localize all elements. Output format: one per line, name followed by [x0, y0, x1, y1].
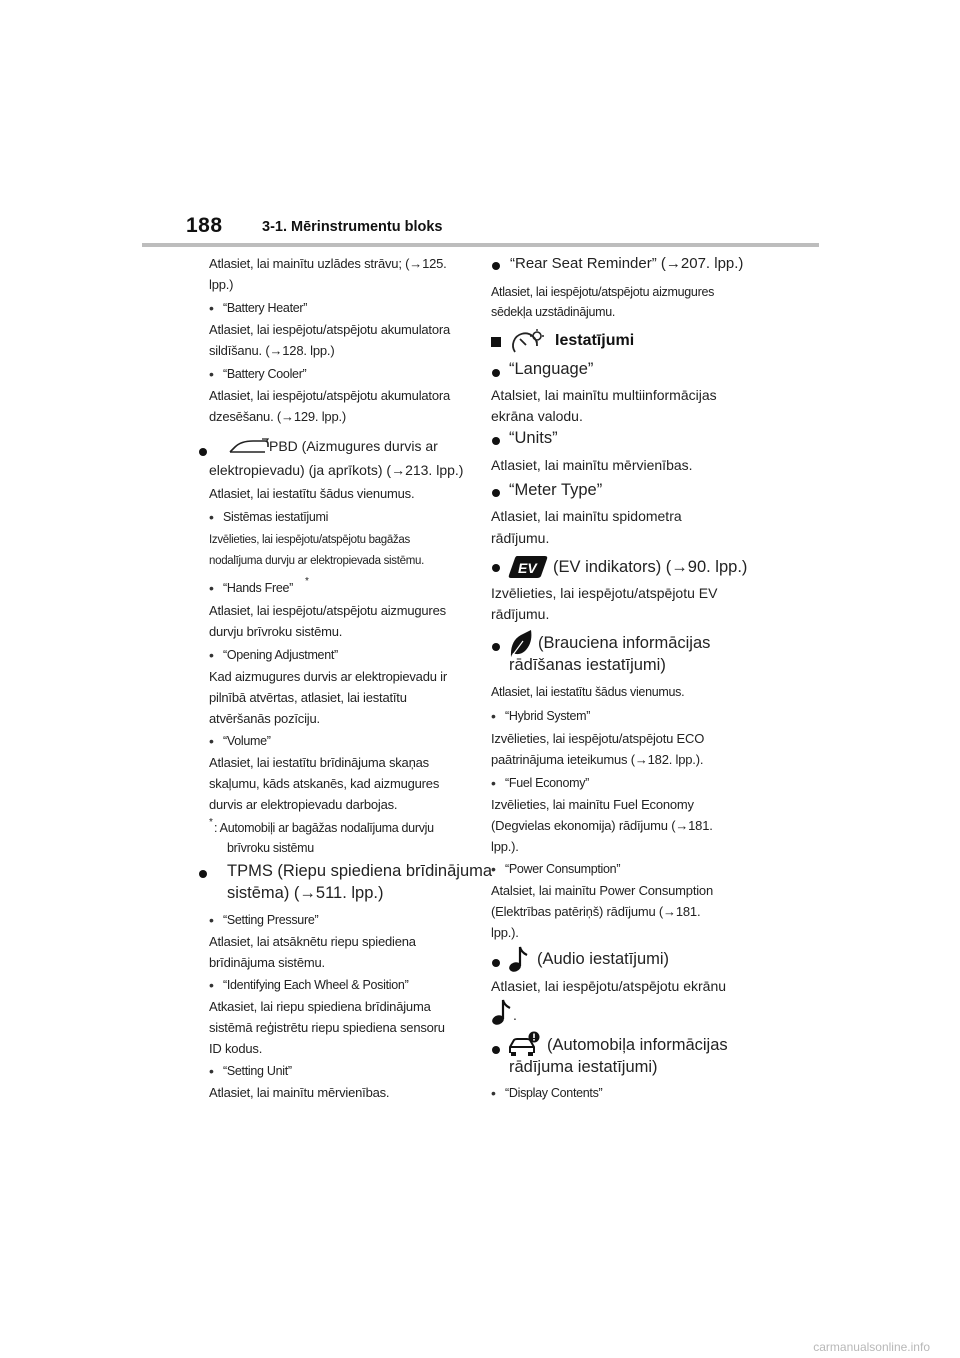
bullet [492, 959, 500, 967]
drive-title: (Brauciena informācijas [538, 634, 711, 652]
text-line: brīdinājuma sistēmu. [209, 955, 325, 970]
list-dash: • [209, 580, 214, 596]
footnote-text: : Automobiļi ar bagāžas nodalījuma durvju [214, 821, 434, 835]
list-dash: • [209, 1063, 214, 1079]
vehicle-info-icon [507, 1031, 541, 1059]
text-line: atvēršanās pozīciju. [209, 711, 320, 726]
list-item: Sistēmas iestatījumi [223, 510, 329, 524]
text-line: sēdekļa uzstādinājumu. [491, 305, 616, 319]
music-note-icon [491, 998, 511, 1026]
text-line: Atkasiet, lai riepu spiediena brīdinājuma [209, 999, 431, 1014]
list-dash: • [491, 708, 496, 724]
text-line: Izvēlieties, lai mainītu Fuel Economy [491, 797, 694, 812]
list-item: “Power Consumption” [505, 862, 621, 876]
eco-leaf-icon [509, 629, 533, 659]
text-line: durvis ar elektropievadu darbojas. [209, 797, 398, 812]
list-item: “Battery Cooler” [223, 367, 307, 381]
page-header [0, 0, 960, 250]
footnote-mark: * [305, 576, 309, 587]
bullet [199, 870, 207, 878]
list-item: “Hybrid System” [505, 709, 591, 723]
list-item: “Fuel Economy” [505, 776, 590, 790]
text-line: . [513, 1007, 517, 1023]
item-title: “Language” [509, 360, 594, 378]
text-line: Atlasiet, lai iespējotu/atspējotu aizmugures [209, 603, 446, 618]
text-line: rādījumu. [491, 530, 550, 546]
list-item: “Setting Pressure” [223, 913, 319, 927]
footnote-mark: * [209, 817, 213, 828]
list-dash: • [491, 775, 496, 791]
bullet [492, 564, 500, 572]
power-back-door-icon [227, 437, 271, 457]
vehicle-title: (Automobiļa informācijas [547, 1036, 728, 1054]
section-square [491, 337, 501, 347]
item-title: “Units” [509, 429, 558, 447]
text-line: ekrāna valodu. [491, 408, 583, 424]
list-dash: • [209, 912, 214, 928]
text-line: Atlasiet, lai mainītu mērvienības. [209, 1085, 390, 1100]
text-line: Izvēlieties, lai iespējotu/atspējotu bagāžas [209, 534, 410, 546]
list-item: “Volume” [223, 734, 271, 748]
music-note-icon [508, 945, 528, 973]
bullet [492, 489, 500, 497]
text-line: Kad aizmugures durvis ar elektropievadu ir [209, 669, 447, 684]
list-dash: • [209, 366, 214, 382]
bullet [492, 369, 500, 377]
list-dash: • [209, 300, 214, 316]
svg-text:EV: EV [518, 560, 537, 576]
pbd-title: PBD (Aizmugures durvis ar [269, 438, 438, 454]
bullet [492, 437, 500, 445]
list-dash: • [209, 647, 214, 663]
list-dash: • [209, 509, 214, 525]
list-dash: • [209, 733, 214, 749]
text-line: (Degvielas ekonomija) rādījumu (→181. [491, 818, 713, 833]
text-line: Atlasiet, lai iespējotu/atspējotu ekrānu [491, 978, 727, 994]
tpms-title: sistēma) (→511. lpp.) [227, 884, 384, 902]
text-line: Atlasiet, lai iestatītu šādus vienumus. [491, 685, 685, 699]
text-line: Atlasiet, lai mainītu spidometra [491, 508, 682, 524]
list-item: “Hands Free” [223, 581, 294, 595]
text-line: Atlasiet, lai atsāknētu riepu spiediena [209, 934, 416, 949]
text-line: sildīšanu. (→128. lpp.) [209, 343, 335, 358]
bullet [199, 448, 207, 456]
footnote-text: brīvroku sistēmu [227, 841, 314, 855]
section-title: 3-1. Mērinstrumentu bloks [262, 219, 443, 235]
text-line: lpp.). [491, 925, 519, 940]
text-line: ID kodus. [209, 1041, 263, 1056]
vehicle-title: rādījuma iestatījumi) [509, 1058, 658, 1076]
text-line: Izvēlieties, lai iespējotu/atspējotu EV [491, 585, 718, 601]
text-line: Atlasiet, lai mainītu mērvienības. [491, 457, 693, 473]
settings-meter-icon [509, 328, 545, 354]
list-item: “Display Contents” [505, 1086, 603, 1100]
text-line: Atlasiet, lai iestatītu brīdinājuma skaņas [209, 755, 429, 770]
text-line: lpp.) [209, 277, 234, 292]
ev-title: (EV indikators) (→90. lpp.) [553, 558, 748, 576]
bullet [492, 643, 500, 651]
text-line: Atalsiet, lai mainītu multiinformācijas [491, 387, 717, 403]
text-line: Atlasiet, lai mainītu uzlādes strāvu; (→125. [209, 256, 447, 271]
list-item: “Battery Heater” [223, 301, 308, 315]
text-line: Atlasiet, lai iespējotu/atspējotu akumulatora [209, 388, 451, 403]
rsr-title: “Rear Seat Reminder” (→207. lpp.) [510, 255, 744, 272]
text-line: skaļumu, kāds atskanēs, kad aizmugures [209, 776, 440, 791]
list-dash: • [491, 1085, 496, 1101]
list-item: “Opening Adjustment” [223, 648, 338, 662]
text-line: durvju brīvroku sistēmu. [209, 624, 343, 639]
text-line: Atlasiet, lai iestatītu šādus vienumus. [209, 486, 415, 501]
ev-indicator-icon [507, 554, 549, 580]
header-rule [142, 243, 819, 247]
pbd-title: elektropievadu) (ja aprīkots) (→213. lpp.) [209, 462, 464, 478]
watermark [0, 1340, 960, 1354]
text-line: pilnībā atvērtas, atlasiet, lai iestatītu [209, 690, 407, 705]
list-item: “Identifying Each Wheel & Position” [223, 978, 409, 992]
text-line: Atlasiet, lai iespējotu/atspējotu aizmugures [491, 285, 715, 299]
text-line: (Elektrības patēriņš) rādījumu (→181. [491, 904, 701, 919]
settings-heading: Iestatījumi [555, 332, 635, 349]
text-line: sistēmā reģistrētu riepu spiediena sensoru [209, 1020, 445, 1035]
tpms-title: TPMS (Riepu spiediena brīdinājuma [227, 862, 493, 880]
audio-title: (Audio iestatījumi) [537, 950, 670, 968]
watermark-text: carmanualsonline.info [813, 1340, 930, 1354]
text-line: Atlasiet, lai iespējotu/atspējotu akumulatora [209, 322, 451, 337]
text-line: rādījumu. [491, 606, 550, 622]
list-dash: • [491, 861, 496, 877]
page-number: 188 [186, 214, 223, 237]
text-line: lpp.). [491, 839, 519, 854]
bullet [492, 1046, 500, 1054]
text-line: paātrinājuma ieteikumus (→182. lpp.). [491, 752, 704, 767]
text-line: Izvēlieties, lai iespējotu/atspējotu ECO [491, 731, 705, 746]
list-dash: • [209, 977, 214, 993]
list-item: “Setting Unit” [223, 1064, 292, 1078]
text-line: Atalsiet, lai mainītu Power Consumption [491, 883, 713, 898]
text-line: nodalījuma durvju ar elektropievada sistēmu. [209, 555, 425, 567]
drive-title: rādīšanas iestatījumi) [509, 656, 666, 674]
bullet [492, 262, 500, 270]
text-line: dzesēšanu. (→129. lpp.) [209, 409, 347, 424]
item-title: “Meter Type” [509, 481, 603, 499]
